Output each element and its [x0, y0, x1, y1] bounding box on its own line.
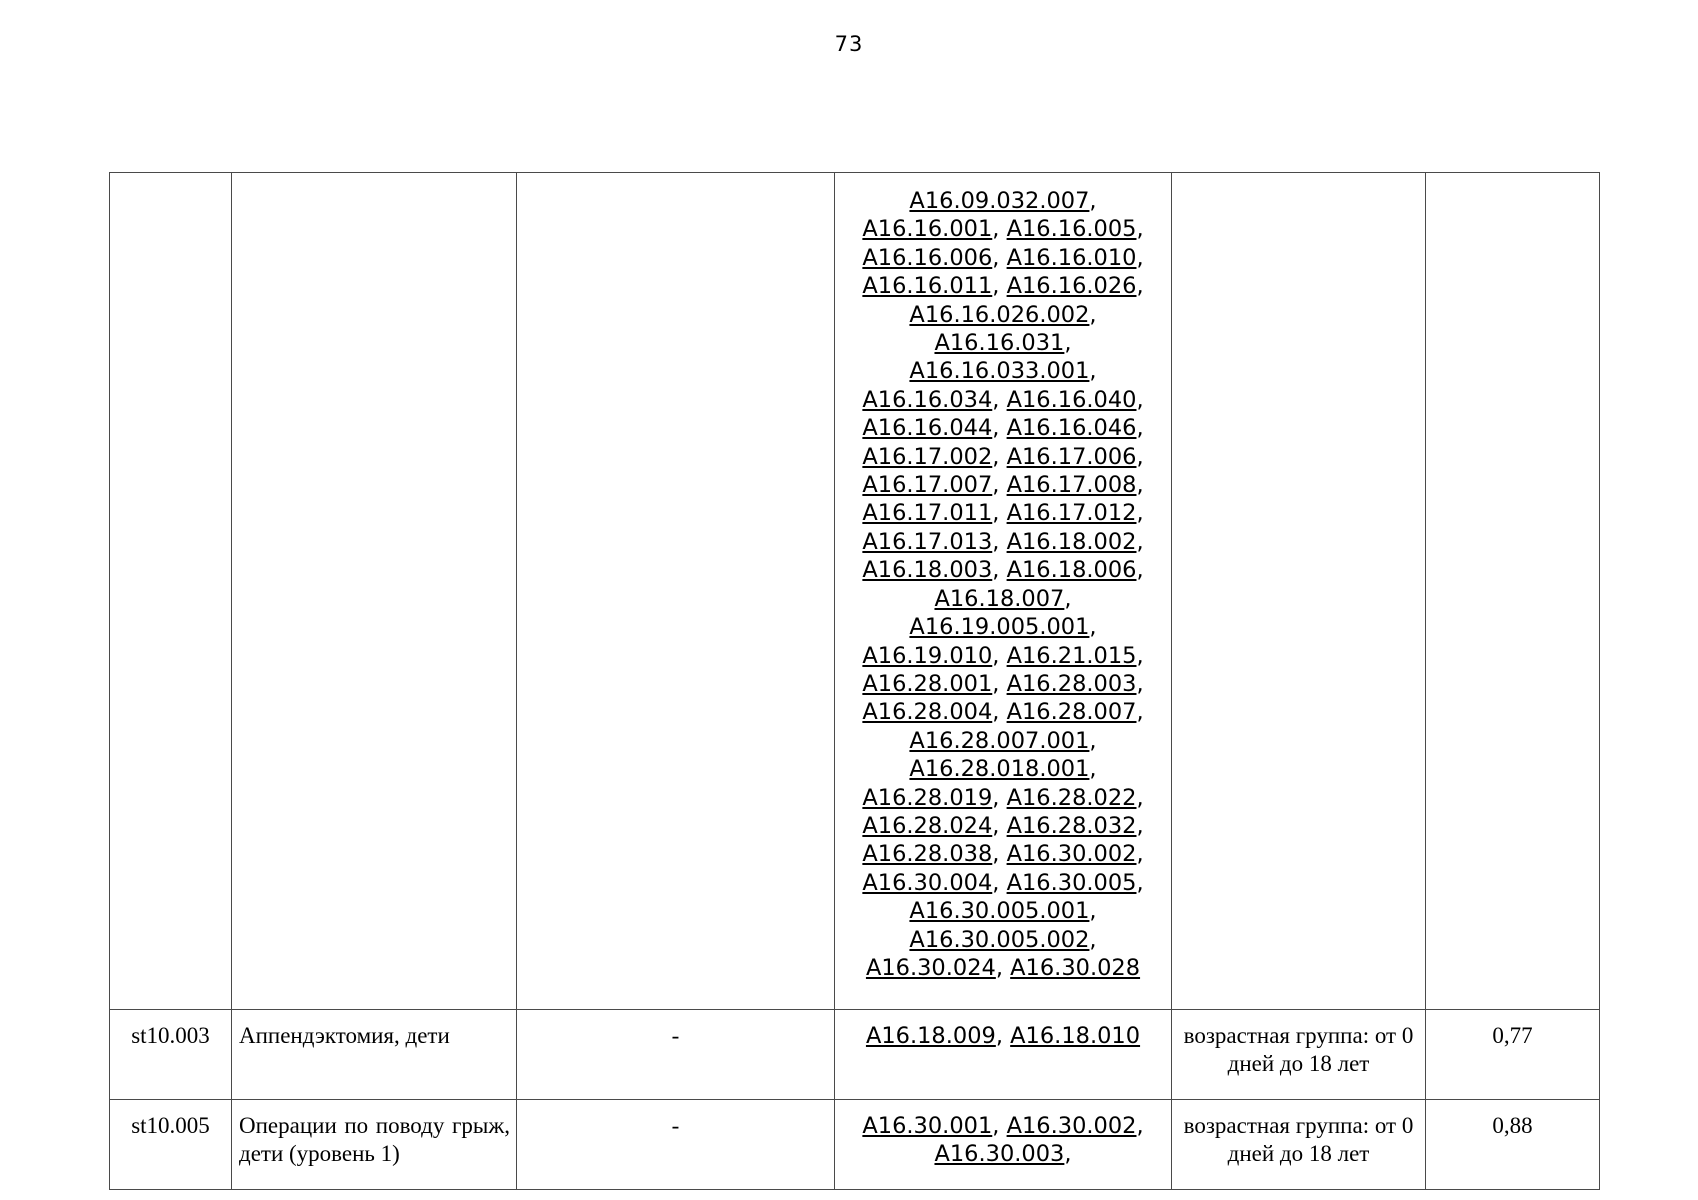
service-code-link[interactable]: A16.30.002: [1006, 1113, 1137, 1139]
row-coefficient: 0,88: [1426, 1100, 1600, 1190]
service-code-link[interactable]: A16.17.002: [862, 443, 993, 470]
service-code-link[interactable]: A16.17.006: [1006, 443, 1137, 470]
service-code-link[interactable]: A16.17.011: [862, 500, 993, 527]
service-code-link[interactable]: A16.16.005: [1006, 216, 1137, 243]
service-code-link[interactable]: A16.30.002: [1006, 841, 1137, 868]
service-code-link[interactable]: A16.18.009: [865, 1023, 996, 1049]
row-diagnosis: -: [517, 1010, 835, 1100]
service-code-link[interactable]: A16.28.007.001: [909, 727, 1090, 754]
service-code-link[interactable]: A16.16.033.001: [909, 358, 1090, 385]
service-code-link[interactable]: A16.16.040: [1006, 386, 1137, 413]
row-code: st10.003: [110, 1010, 232, 1100]
service-code-link[interactable]: A16.18.006: [1006, 557, 1137, 584]
cell-criteria-empty: [1172, 173, 1426, 1010]
tariff-table: [109, 172, 1600, 1190]
row-services: [835, 1010, 1172, 1100]
cell-coefficient-empty: [1426, 173, 1600, 1010]
service-code-link[interactable]: A16.30.005.002: [909, 926, 1090, 953]
row-name: Аппендэктомия, дети: [232, 1010, 517, 1100]
service-code-link[interactable]: A16.30.001: [862, 1113, 993, 1139]
service-code-link[interactable]: A16.30.024: [865, 954, 996, 981]
row-other-criteria: возрастная группа: от 0 дней до 18 лет: [1172, 1100, 1426, 1190]
row-services: [835, 1100, 1172, 1190]
service-code-link[interactable]: A16.21.015: [1006, 642, 1137, 669]
row-other-criteria: возрастная группа: от 0 дней до 18 лет: [1172, 1010, 1426, 1100]
service-code-link[interactable]: A16.16.026.002: [909, 301, 1090, 328]
service-code-link[interactable]: A16.16.044: [862, 415, 993, 442]
service-code-link[interactable]: A16.28.007: [1006, 699, 1137, 726]
service-code-link[interactable]: A16.17.007: [862, 472, 993, 499]
service-code-link[interactable]: A16.17.008: [1006, 472, 1137, 499]
service-code-link[interactable]: A16.18.007: [934, 585, 1065, 612]
service-code-link[interactable]: A16.18.003: [862, 557, 993, 584]
service-code-link[interactable]: A16.18.002: [1006, 528, 1137, 555]
service-code-link[interactable]: A16.16.026: [1006, 273, 1137, 300]
service-code-link[interactable]: A16.28.018.001: [909, 756, 1090, 783]
service-code-link[interactable]: A16.18.010: [1010, 1023, 1141, 1049]
service-code-link[interactable]: A16.16.006: [862, 244, 993, 271]
service-code-link[interactable]: A16.19.005.001: [909, 614, 1090, 641]
service-code-link[interactable]: A16.30.028: [1010, 954, 1141, 981]
cell-code-empty: [110, 173, 232, 1010]
table-row-continuation: [110, 173, 1600, 1010]
service-code-link[interactable]: A16.28.032: [1006, 812, 1137, 839]
table-row: [110, 1010, 1600, 1100]
row-name: Операции по поводу грыж, дети (уровень 1): [232, 1100, 517, 1190]
service-code-link[interactable]: A16.16.034: [862, 386, 993, 413]
row-diagnosis: -: [517, 1100, 835, 1190]
service-code-list: A16.09.032.007, A16.16.001, A16.16.005, A16.16.006, A16.16.010, A16.16.011, A16.16.026, A16.16.026.002, A16.16.031, A16.16.033.001, A16.16.034, A16.16.040, A16.16.044, A16.16.046, A16.17.002, A16.17.006, A16.17.007, A16.17.008, A16.17.011, A16.17.012, A16.17.013, A16.18.002, A16.18.003, A16.18.006, A16.18.007, A16.19.005.001, A16.19.010, A16.21.015, A16.28.001, A16.28.003, A16.28.004, A16.28.007, A16.28.007.001, A16.28.018.001, A16.28.019, A16.28.022, A16.28.024, A16.28.032, A16.28.038, A16.30.002, A16.30.004, A16.30.005, A16.30.005.001, A16.30.005.002, A16.30.024, A16.30.028: [862, 188, 1144, 981]
service-code-link[interactable]: A16.16.010: [1006, 244, 1137, 271]
service-code-link[interactable]: A16.30.005.001: [909, 898, 1090, 925]
table-row: [110, 1100, 1600, 1190]
service-code-link[interactable]: A16.09.032.007: [909, 188, 1090, 214]
service-code-link[interactable]: A16.28.003: [1006, 670, 1137, 697]
service-code-link[interactable]: A16.28.024: [862, 812, 993, 839]
cell-diagnosis-empty: [517, 173, 835, 1010]
service-code-link[interactable]: A16.19.010: [862, 642, 993, 669]
service-code-list: A16.18.009, A16.18.010: [865, 1023, 1141, 1049]
service-code-link[interactable]: A16.16.001: [862, 216, 993, 243]
service-code-link[interactable]: A16.17.013: [862, 528, 993, 555]
service-code-link[interactable]: A16.17.012: [1006, 500, 1137, 527]
service-code-link[interactable]: A16.30.005: [1006, 869, 1137, 896]
cell-name-empty: [232, 173, 517, 1010]
service-code-link[interactable]: A16.16.011: [862, 273, 993, 300]
service-code-list: A16.30.001, A16.30.002, A16.30.003,: [862, 1113, 1144, 1168]
service-code-link[interactable]: A16.28.004: [862, 699, 993, 726]
service-code-link[interactable]: A16.30.003: [934, 1141, 1065, 1168]
cell-services-continuation: [835, 173, 1172, 1010]
page-number: 73: [834, 32, 864, 56]
service-code-link[interactable]: A16.28.038: [862, 841, 993, 868]
service-code-link[interactable]: A16.16.031: [934, 330, 1065, 357]
service-code-link[interactable]: A16.28.001: [862, 670, 993, 697]
service-code-link[interactable]: A16.16.046: [1006, 415, 1137, 442]
row-code: st10.005: [110, 1100, 232, 1190]
row-coefficient: 0,77: [1426, 1010, 1600, 1100]
service-code-link[interactable]: A16.28.022: [1006, 784, 1137, 811]
service-code-link[interactable]: A16.28.019: [862, 784, 993, 811]
service-code-link[interactable]: A16.30.004: [862, 869, 993, 896]
